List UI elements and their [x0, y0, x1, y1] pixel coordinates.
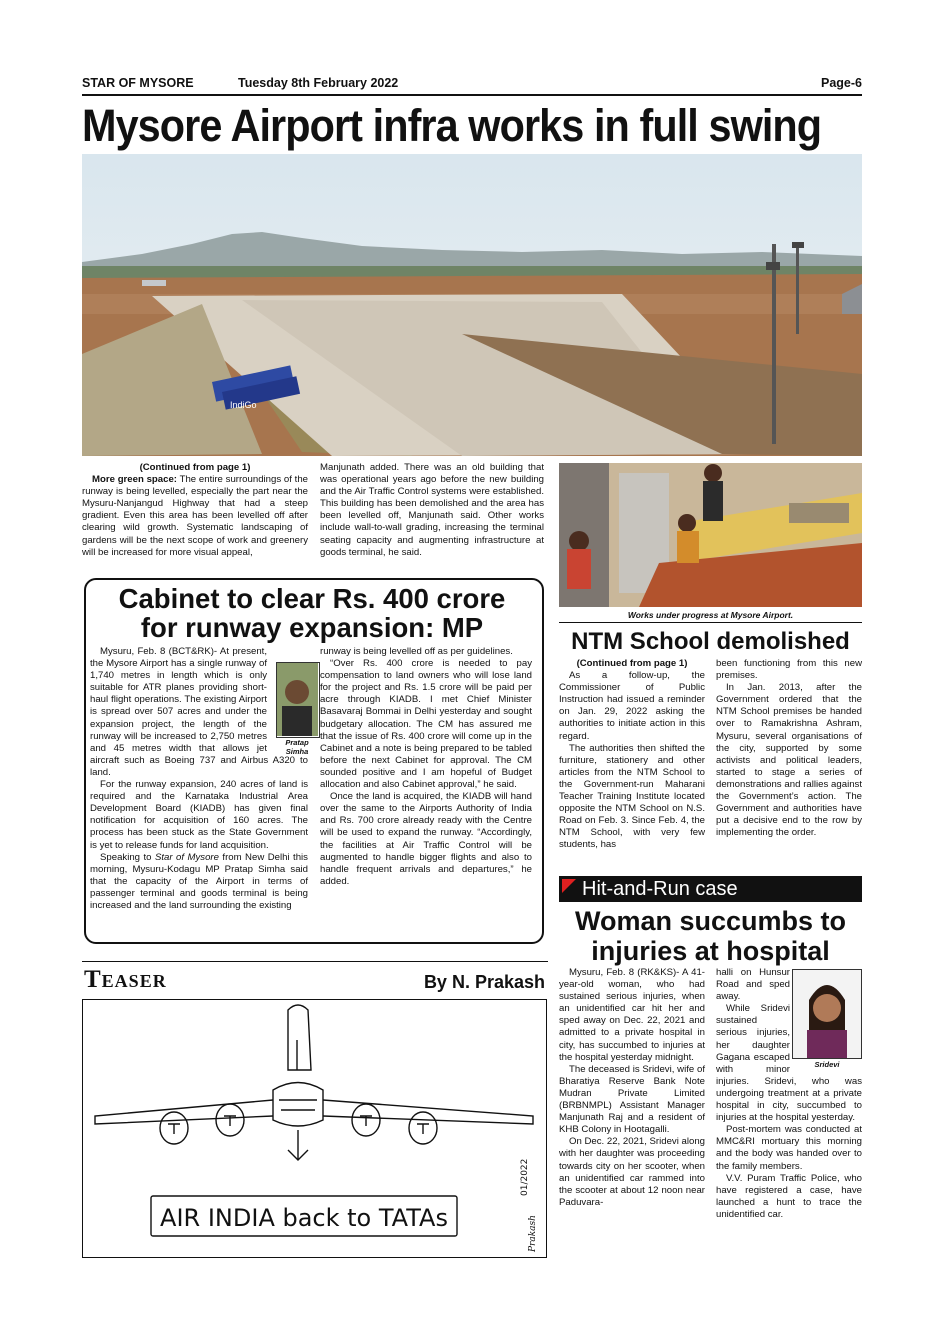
- cabinet-headline-line2: for runway expansion: MP: [140, 612, 484, 643]
- teaser-rule: [82, 961, 548, 962]
- ntm-headline: NTM School demolished: [571, 628, 850, 655]
- cabinet-c2p1: “Over Rs. 400 crore is needed to pay compensation to land owners who will lose land for the project and Rs. 1.5 crore will be paid per acre through KIADB. I met Chief Minister Basavaraj Bommai in Delhi yesterday and sought budgetary allocation. The CM has assured me that the issue of Rs. 400 crore will come up in the Cabinet and a note is being prepared to be tabled before the next Cabinet for approval. The CM sounded positive and I am hopeful of Budget allocation and also Cabinet approval,” he said.: [320, 658, 532, 791]
- ntm-c1p2: The authorities then shifted the furniture, stationery and other articles from the NTM School to the Government-run Maharani Teacher Training Institute located opposite the NTM School on N.S. Road on Feb. 3. Since Feb. 4, the NTM School, with very few students, has: [559, 742, 705, 851]
- cabinet-headline: [86, 584, 538, 642]
- cabinet-c1p2: For the runway expansion, 240 acres of land is required and the Karnataka Industrial Area Development Board (KIADB) has given final notification for acquisition of 160 acres. The process has been stuck as the State Government is yet to release funds for land acquisition.: [90, 779, 308, 851]
- ntm-column-1: [559, 658, 705, 852]
- lead-p2: Manjunath added. There was an old building that was operational years ago before the new building and the Air Traffic Control systems were established. This building has been demolished and the area has been levelled off, Manjunath said. Other works include wall-to-wall grading, increasing the terminal seating capacity and augmenting infrastructure at goods terminal, he said.: [320, 462, 544, 558]
- airport-photo: [82, 154, 862, 456]
- cabinet-c2p0: runway is being levelled off as per guidelines.: [320, 646, 513, 657]
- works-photo-caption: Works under progress at Mysore Airport.: [627, 610, 794, 620]
- cartoon-caption-text: AIR INDIA back to TATAs: [160, 1204, 448, 1232]
- divider: [559, 622, 862, 623]
- cabinet-c2p2: Once the land is acquired, the KIADB will hand over the same to the Airports Authority of India and Rs. 700 crore already ready with the Centre will be used to expand the runway. “Accordingly, the facilities at Air Traffic Control will be augmented to handle bigger flights and also to handle frequent arrivals and departures,” he added.: [320, 791, 532, 887]
- cabinet-c1p1: Mysuru, Feb. 8 (BCT&RK)- At present, the Mysore Airport has a single runway of 1,740 metres in length which is only suitable for ATR planes providing short-haul flight operations. The existing Airport is spread over 507 acres and under the expansion project, the length of the runway will be increased to 2,750 metres and 45 metres width that allows jet aircraft such as Boeing 737 and Airbus A320 to land.: [90, 646, 308, 778]
- teaser-title: Teaser: [84, 966, 167, 993]
- cabinet-headline-line1: Cabinet to clear Rs. 400 crore: [118, 583, 506, 614]
- bus-brand-text: IndiGo: [230, 400, 257, 410]
- works-photo: [559, 463, 862, 607]
- header-rule: [82, 94, 862, 96]
- hitrun-column-1: [559, 967, 705, 1209]
- pratap-simha-caption: Pratap Simha: [285, 738, 309, 756]
- hitrun-c1p3: On Dec. 22, 2021, Sridevi along with her daughter was proceeding towards city on her scooter, when an unidentified car rammed into the scooter at about 12 noon near Paduvara-: [559, 1136, 705, 1208]
- ntm-column-2: [716, 658, 862, 839]
- hitrun-c2p3: V.V. Puram Traffic Police, who have registered a case, have launched a hunt to trace the unidentified car.: [716, 1172, 862, 1220]
- cabinet-column-2: [320, 646, 532, 888]
- cartoonist-signature: Prakash: [528, 1215, 538, 1252]
- lead-subhead: More green space:: [92, 474, 177, 486]
- hitrun-c1p1: Mysuru, Feb. 8 (RK&KS)- A 41-year-old woman, who had sustained serious injuries, when an unidentified car hit her and sped away on Dec. 22, 2021 and admitted to a private hospital in city, has succumbed to injuries at the hospital yesterday midnight.: [559, 967, 705, 1063]
- ntm-continued: (Continued from page 1): [576, 658, 688, 669]
- hitrun-c1p2: The deceased is Sridevi, wife of Bharatiya Reserve Bank Note Mudran Private Limited (BRBNMPL) Assistant Manager Manjunath Raj and a resident of KHB Colony in Hootagalli.: [559, 1063, 705, 1136]
- cabinet-c1p3a: Speaking to: [100, 851, 155, 863]
- sridevi-photo: [792, 969, 862, 1059]
- hitrun-c2p1: While Sridevi sustained serious injuries, her daughter Gagana escaped with minor injuries. Sridevi, who was undergoing treatment at a private hospital in city, succumbed to injuries at the hospital yesterday.: [716, 1003, 862, 1124]
- ntm-c1p1: As a follow-up, the Commissioner of Public Instruction had issued a reminder on Jan. 29, 2022 asking the authorities to initiate action in this regard.: [559, 670, 705, 742]
- cabinet-c1p3b: from New Delhi this morning, Mysuru-Kodagu MP Pratap Simha said that the capacity of the Airport in terms of passenger terminal and goods terminal is being increased and the land surrounding the existing: [90, 851, 308, 911]
- lead-column-2: [320, 462, 544, 559]
- hitrun-c2p0: halli on Hunsur Road and sped away.: [716, 967, 790, 1003]
- ntm-c2p1: In Jan. 2013, after the Government ordered that the NTM School premises be handed over to Ramakrishna Ashram, Mysuru, several organisations of the city, supported by some activists and political leaders, started to stage a series of demonstrations and rallies against the Government’s action. The Government and authorities have put a decisive end to the row by implementing the order.: [716, 682, 862, 839]
- red-triangle-icon: [562, 879, 576, 893]
- hitrun-c2p2: Post-mortem was conducted at MMC&RI mortuary this morning and the body was handed over to the family members.: [716, 1124, 862, 1172]
- cabinet-c1p3em: Star of Mysore: [154, 851, 219, 863]
- masthead-date: Tuesday 8th February 2022: [238, 76, 399, 90]
- sridevi-caption: Sridevi: [814, 1060, 840, 1069]
- hitrun-headline: [559, 906, 862, 966]
- ntm-c2p0: been functioning from this new premises.: [716, 658, 862, 682]
- lead-continued: (Continued from page 1): [139, 462, 251, 473]
- lead-column-1: [82, 462, 308, 559]
- masthead-page: Page-6: [821, 76, 862, 90]
- teaser-cartoon: [82, 999, 547, 1258]
- hitrun-headline-line1: Woman succumbs to: [574, 906, 847, 936]
- lead-p1: The entire surroundings of the runway is being levelled, especially the part near the Mysuru-Nanjangud Highway that had a steep gradient. Even this area has been levelled off after clearing wild growth. Systematic landscaping of gardens will be the next scope of work and greenery will be increased for more visual appeal,: [82, 474, 308, 558]
- hitrun-label: Hit-and-Run case: [582, 878, 738, 900]
- masthead-paper: STAR OF MYSORE: [82, 76, 194, 90]
- cartoon-date-mark: 01/2022: [520, 1158, 530, 1196]
- teaser-byline: By N. Prakash: [423, 972, 545, 992]
- hitrun-headline-line2: injuries at hospital: [591, 936, 830, 966]
- lead-headline: Mysore Airport infra works in full swing: [82, 100, 822, 151]
